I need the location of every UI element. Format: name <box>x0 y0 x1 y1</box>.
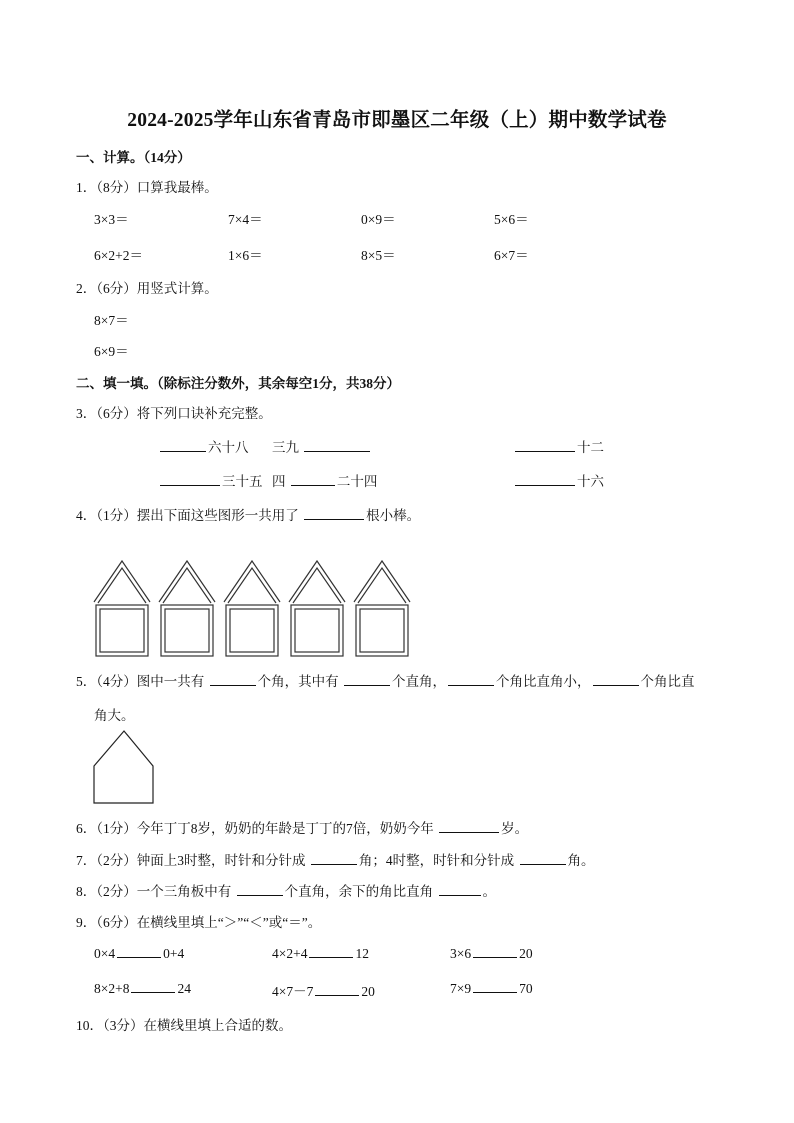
q1-item: 7×4＝ <box>228 212 263 227</box>
q6-stem: 6．（1分）今年丁丁8岁，奶奶的年龄是丁丁的7倍，奶奶今年 岁。 <box>76 821 529 836</box>
answer-blank[interactable] <box>291 473 335 486</box>
q1-stem: 1．（8分）口算我最棒。 <box>76 180 218 195</box>
q3-row2-d: 十六 <box>513 470 604 490</box>
q9-item: 8×2+8 24 <box>94 981 191 996</box>
q8-stem: 8．（2分）一个三角板中有 个直角，余下的角比直角 。 <box>76 884 496 899</box>
answer-blank[interactable] <box>311 852 357 865</box>
stick-house <box>224 561 280 656</box>
stick-house <box>354 561 410 656</box>
q1-item: 6×2+2＝ <box>94 248 143 263</box>
q10-stem: 10．（3分）在横线里填上合适的数。 <box>76 1018 292 1033</box>
answer-blank[interactable] <box>448 673 494 686</box>
q1-item: 0×9＝ <box>361 212 396 227</box>
q9-stem: 9．（6分）在横线里填上“＞”“＜”或“＝”。 <box>76 915 322 930</box>
answer-blank[interactable] <box>210 673 256 686</box>
answer-blank[interactable] <box>520 852 566 865</box>
q3-row2-a: 三十五 <box>158 470 263 490</box>
q1-item: 6×7＝ <box>494 248 529 263</box>
section-2-heading: 二、填一填。（除标注分数外，其余每空1分，共38分） <box>76 376 400 391</box>
section-1-heading: 一、计算。（14分） <box>76 150 191 165</box>
answer-blank[interactable] <box>160 439 206 452</box>
q7-stem: 7．（2分）钟面上3时整，时针和分针成 角；4时整，时针和分针成 角。 <box>76 853 595 868</box>
stick-house <box>289 561 345 656</box>
q2-item: 8×7＝ <box>94 313 129 328</box>
q3-row2-b: 四 二十四 <box>272 474 378 489</box>
q3-row1-c: 十二 <box>513 436 604 456</box>
answer-blank[interactable] <box>131 980 175 993</box>
stick-house <box>159 561 215 656</box>
q9-item: 3×6 20 <box>450 946 533 961</box>
answer-blank[interactable] <box>515 439 575 452</box>
q4-stem: 4．（1分）摆出下面这些图形一共用了 根小棒。 <box>76 508 421 523</box>
stick-houses-figure <box>88 558 418 662</box>
page-title: 2024-2025学年山东省青岛市即墨区二年级（上）期中数学试卷 <box>127 110 667 131</box>
q1-item: 3×3＝ <box>94 212 129 227</box>
answer-blank[interactable] <box>344 673 390 686</box>
answer-blank[interactable] <box>304 439 370 452</box>
answer-blank[interactable] <box>593 673 639 686</box>
q2-stem: 2．（6分）用竖式计算。 <box>76 281 218 296</box>
q9-item: 7×9 70 <box>450 981 533 996</box>
answer-blank[interactable] <box>315 983 359 996</box>
answer-blank[interactable] <box>160 473 220 486</box>
q1-item: 8×5＝ <box>361 248 396 263</box>
q1-item: 1×6＝ <box>228 248 263 263</box>
q5-continuation: 角大。 <box>94 708 135 723</box>
answer-blank[interactable] <box>237 883 283 896</box>
answer-blank[interactable] <box>473 945 517 958</box>
answer-blank[interactable] <box>439 820 499 833</box>
q9-item: 4×2+4 12 <box>272 946 369 961</box>
q9-item: 4×7－7 20 <box>272 984 375 999</box>
q3-stem: 3．（6分）将下列口诀补充完整。 <box>76 406 272 421</box>
pentagon-figure <box>92 728 156 806</box>
answer-blank[interactable] <box>515 473 575 486</box>
stick-house <box>94 561 150 656</box>
q2-item: 6×9＝ <box>94 344 129 359</box>
answer-blank[interactable] <box>117 945 161 958</box>
answer-blank[interactable] <box>309 945 353 958</box>
answer-blank[interactable] <box>473 980 517 993</box>
q3-row1-a: 六十八 <box>158 436 249 456</box>
answer-blank[interactable] <box>304 507 364 520</box>
q3-row1-b: 三九 <box>272 436 372 456</box>
q1-item: 5×6＝ <box>494 212 529 227</box>
answer-blank[interactable] <box>439 883 481 896</box>
q5-stem: 5．（4分）图中一共有 个角，其中有 个直角， 个角比直角小， 个角比直 <box>76 674 695 689</box>
q9-item: 0×4 0+4 <box>94 946 185 961</box>
